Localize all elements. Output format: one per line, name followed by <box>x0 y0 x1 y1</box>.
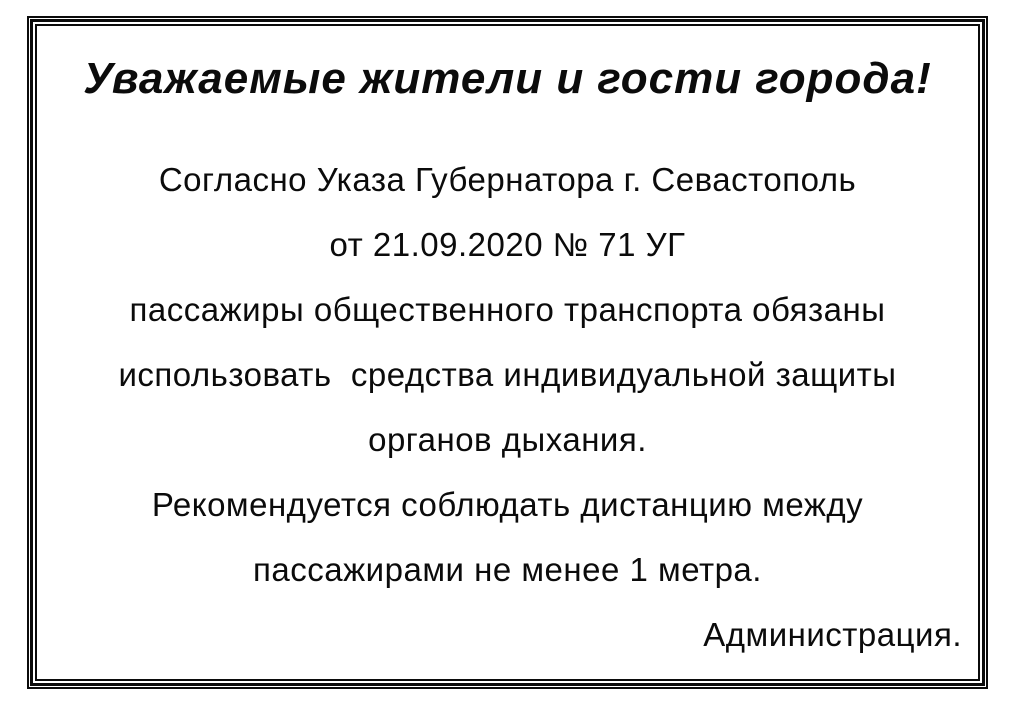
notice-line: органов дыхания. <box>368 421 647 458</box>
notice-line: пассажирами не менее 1 метра. <box>253 551 762 588</box>
notice-line: Рекомендуется соблюдать дистанцию между <box>151 486 864 523</box>
notice-signature: Администрация. <box>703 616 962 653</box>
notice-line: от 21.09.2020 № 71 УГ <box>329 226 686 263</box>
notice-frame-inner <box>35 24 980 681</box>
notice-line: использовать средства индивидуальной защиты <box>118 356 897 393</box>
notice-title: Уважаемые жители и гости города! <box>83 54 932 103</box>
notice-body <box>37 147 978 602</box>
notice-frame-outer <box>27 16 988 689</box>
notice-line: пассажиры общественного транспорта обязаны <box>129 291 886 328</box>
notice-frame-middle <box>30 19 985 686</box>
notice-line: Согласно Указа Губернатора г. Севастополь <box>158 161 857 198</box>
